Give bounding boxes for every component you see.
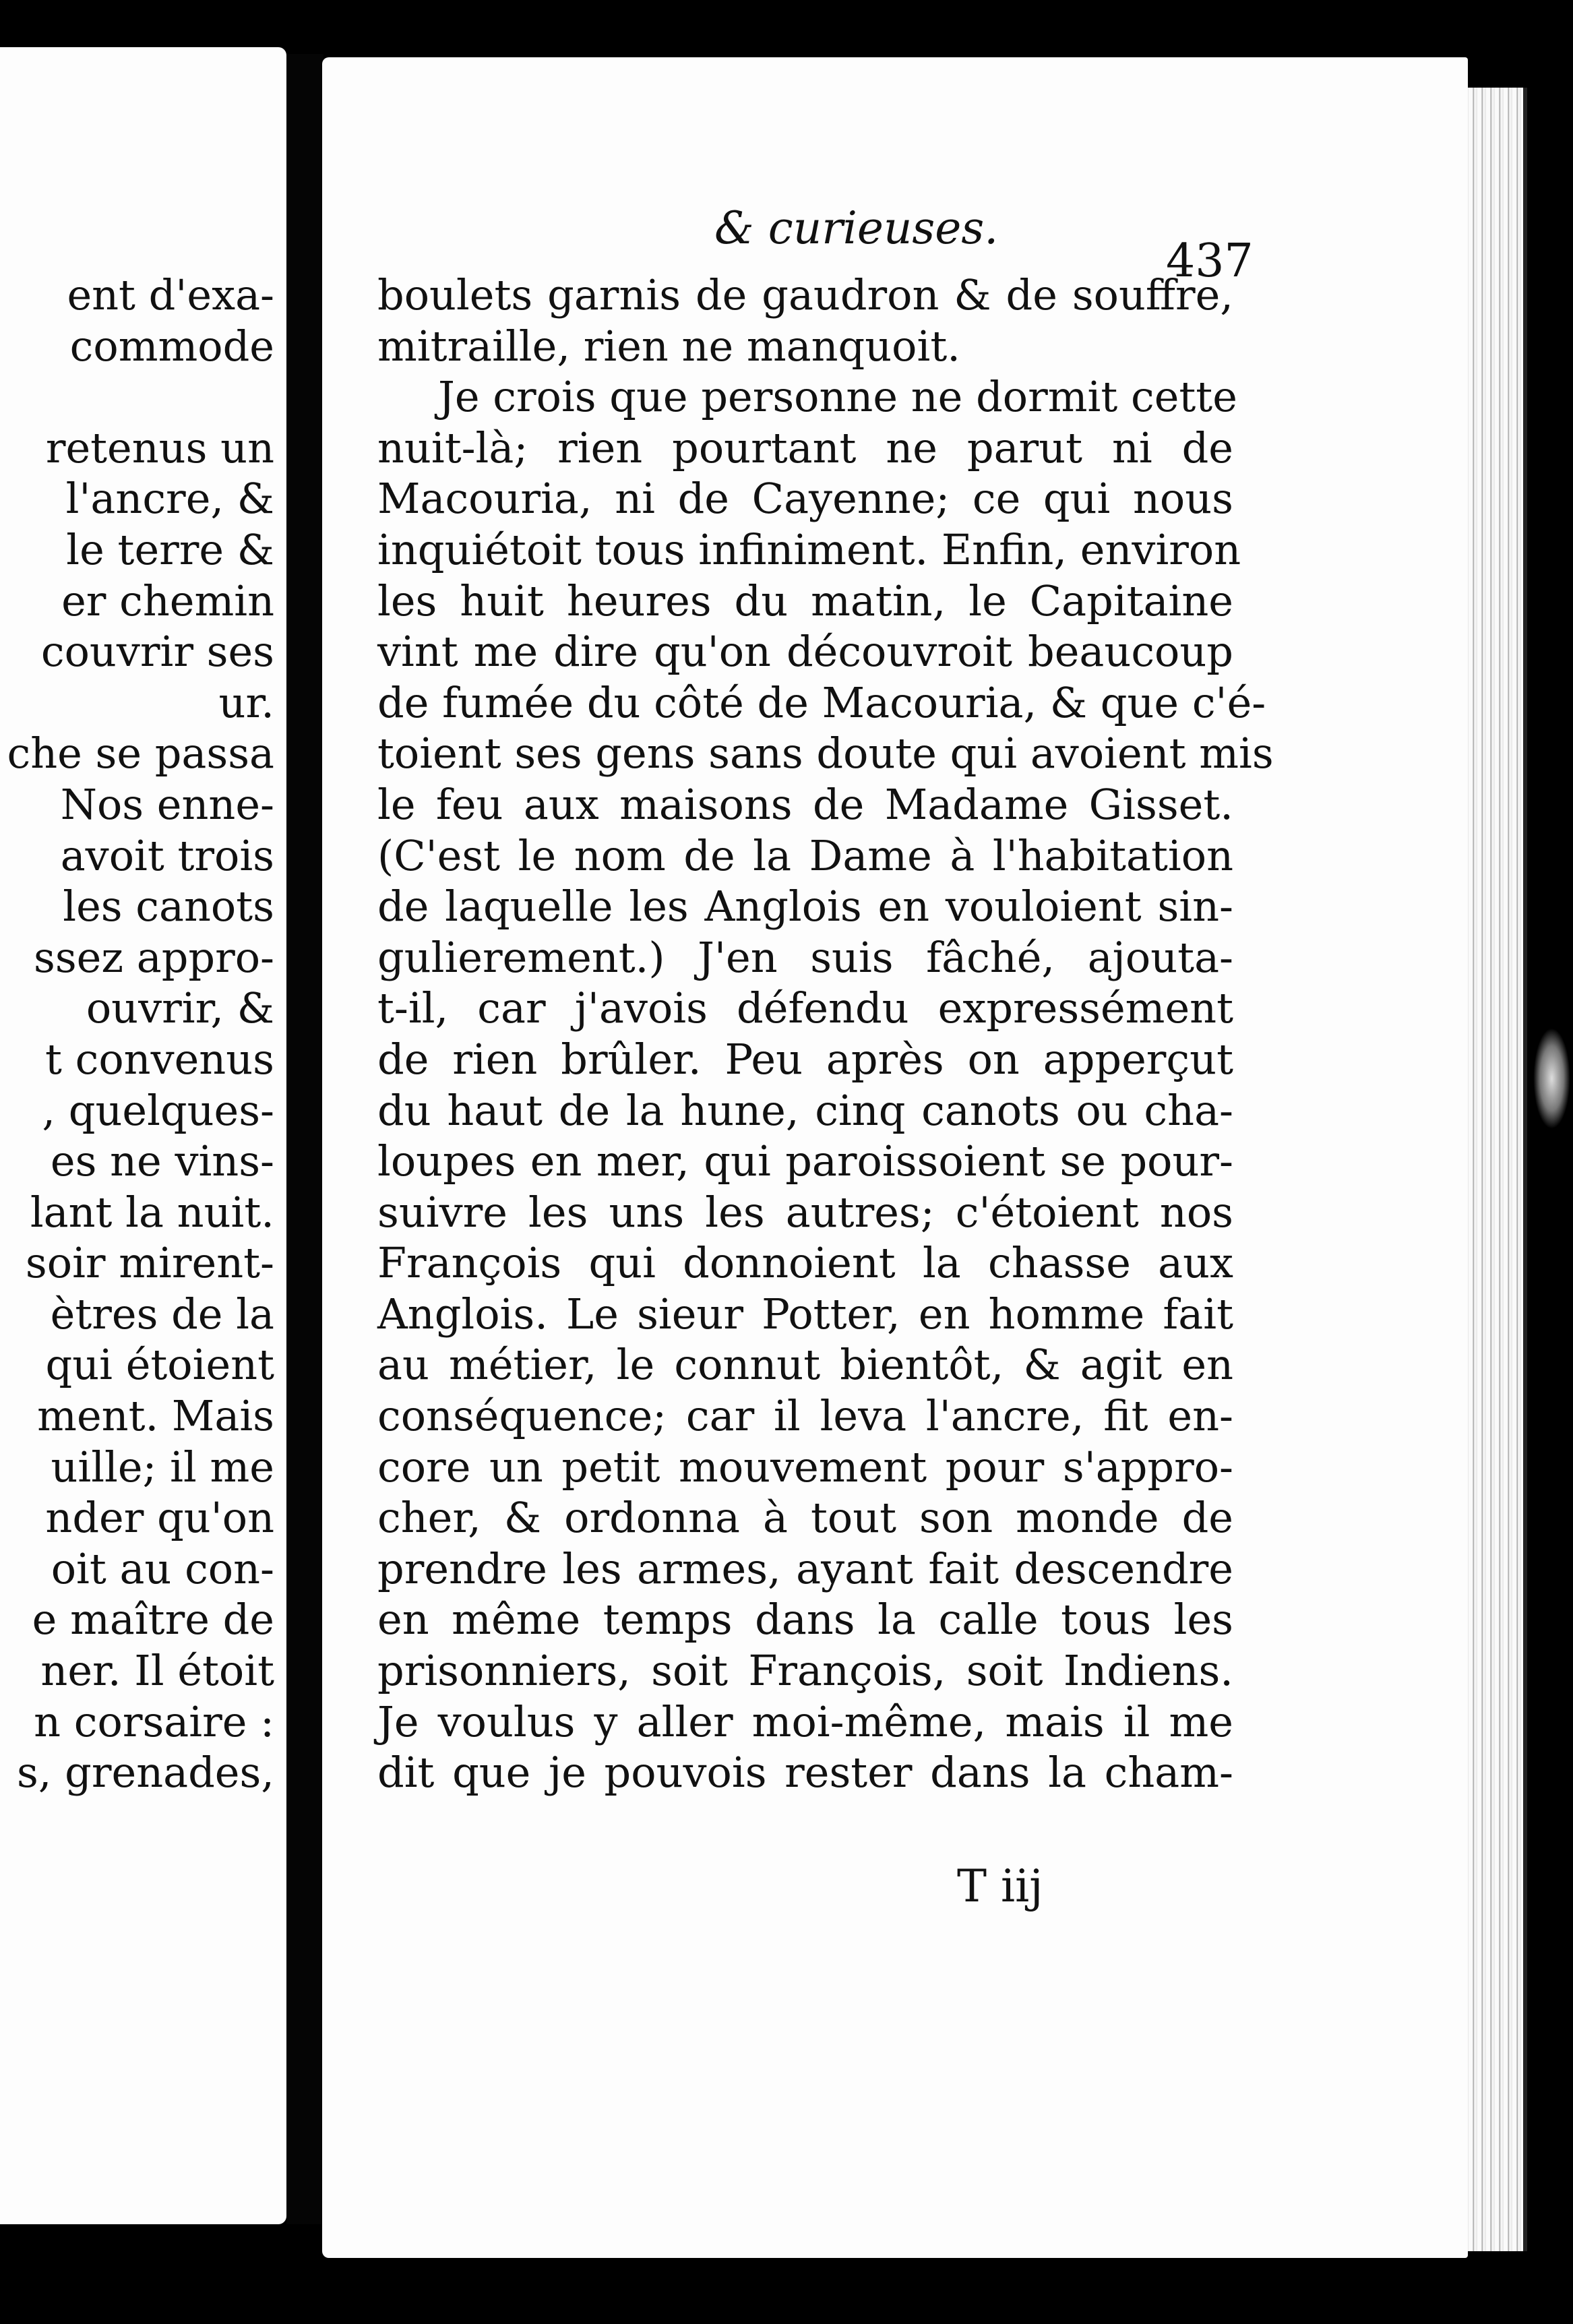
text-line: cher, & ordonna à tout son monde de [377,1493,1233,1543]
text-line: n corsaire : [34,1696,274,1746]
text-line: ouvrir, & [86,983,274,1033]
signature-mark: T iij [957,1860,1043,1912]
text-line: dit que je pouvois rester dans la cham- [377,1748,1233,1798]
text-line: de fumée du côté de Macouria, & que c'é- [377,677,1266,727]
text-line: conséquence; car il leva l'ancre, fit en- [377,1391,1233,1441]
text-line: er chemin [61,576,274,625]
text-line: soir mirent- [25,1238,274,1288]
text-line: ssez appro- [34,932,274,982]
text-line: Macouria, ni de Cayenne; ce qui nous [377,474,1233,524]
text-line: nuit-là; rien pourtant ne parut ni de [377,423,1233,472]
text-line: e maître de [32,1595,274,1645]
text-line: ent d'exa- [67,270,274,319]
text-line: Je voulus y aller moi-même, mais il me [377,1696,1233,1746]
text-line: ner. Il étoit [40,1646,274,1696]
text-line: l'ancre, & [65,474,274,524]
text-line: oit au con- [51,1543,274,1593]
left-page-text [7,270,274,1798]
text-line: François qui donnoient la chasse aux [377,1238,1233,1288]
text-line: es ne vins- [50,1136,274,1186]
page-number: 437 [1166,235,1254,288]
left-page [0,47,286,2224]
text-line: les canots [63,882,274,931]
ink-blot [1533,1028,1570,1129]
text-line: de rien brûler. Peu après on apperçut [377,1034,1233,1084]
text-line: en même temps dans la calle tous les [377,1595,1233,1645]
text-line: gulierement.) J'en suis fâché, ajouta- [377,932,1233,982]
text-line: commode [69,321,274,371]
text-line: mitraille, rien ne manquoit. [377,321,960,371]
text-line: ment. Mais [37,1391,274,1441]
text-line: Nos enne- [60,779,274,829]
text-line: le feu aux maisons de Madame Gisset. [377,779,1233,829]
right-page-text [377,270,1274,1798]
text-line: Je crois que personne ne dormit cette [438,372,1237,422]
text-line: Anglois. Le sieur Potter, en homme fait [377,1289,1233,1339]
text-line: nder qu'on [45,1493,274,1543]
text-line: t-il, car j'avois défendu expressément [377,983,1233,1033]
book-gutter [286,54,323,2224]
text-line: avoit trois [60,830,274,880]
text-line: le terre & [66,524,274,574]
text-line: uille; il me [51,1442,274,1492]
text-line: couvrir ses [40,627,274,677]
running-head: & curieuses. [714,202,999,254]
text-line: les huit heures du matin, le Capitaine [377,576,1233,625]
text-line: vint me dire qu'on découvroit beaucoup [377,627,1233,677]
text-line: au métier, le connut bientôt, & agit en [377,1340,1233,1390]
text-line: boulets garnis de gaudron & de souffre, [377,270,1233,319]
text-line: ur. [218,677,274,727]
text-line: de laquelle les Anglois en vouloient sin- [377,882,1233,931]
text-line: ètres de la [50,1289,274,1339]
text-line: loupes en mer, qui paroissoient se pour- [377,1136,1233,1186]
text-line: qui étoient [45,1340,274,1390]
text-line [7,371,274,423]
text-line: prisonniers, soit François, soit Indiens. [377,1646,1233,1696]
text-line: core un petit mouvement pour s'appro- [377,1442,1233,1492]
text-line: suivre les uns les autres; c'étoient nos [377,1187,1233,1237]
text-line: lant la nuit. [30,1187,274,1237]
text-line: che se passa [7,729,274,778]
text-line: (C'est le nom de la Dame à l'habitation [377,830,1233,880]
text-line: prendre les armes, ayant fait descendre [377,1543,1233,1593]
text-line: toient ses gens sans doute qui avoient mis [377,729,1274,778]
text-line: retenus un [45,423,274,472]
text-line: t convenus [44,1034,274,1084]
text-line: du haut de la hune, cinq canots ou cha- [377,1085,1233,1135]
text-line: , quelques- [42,1085,274,1135]
text-line: s, grenades, [16,1748,274,1798]
text-line: inquiétoit tous infiniment. Enfin, environ [377,524,1241,574]
